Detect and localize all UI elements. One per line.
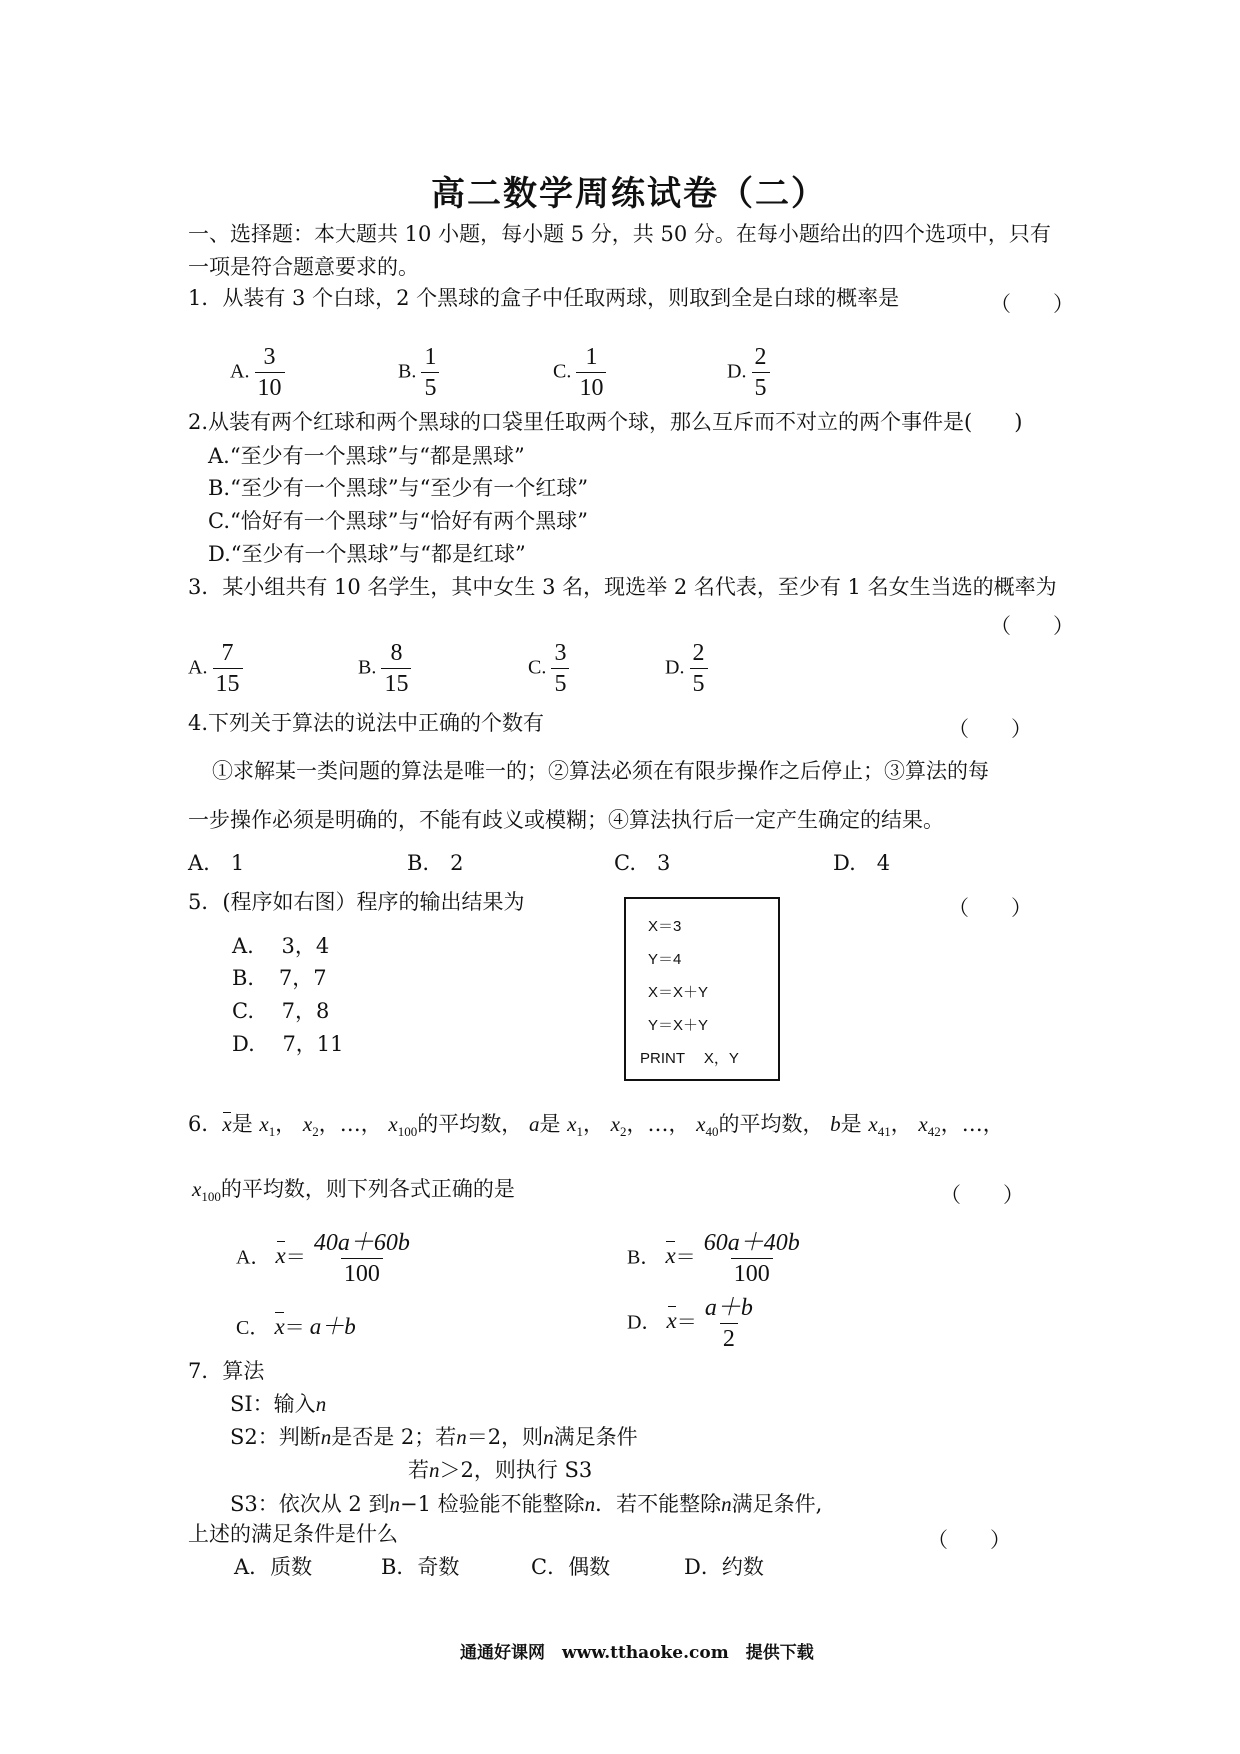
q3-stem: 3．某小组共有 10 名学生，其中女生 3 名，现选举 2 名代表，至少有 1 名女生当选的概率为 [188,575,1057,599]
q4-answer-blank: （ ） [948,717,1032,741]
q3-option-d: D. $\frac{2}{5}$ [665,640,708,698]
q2-option-c: C.“恰好有一个黑球”与“恰好有两个黑球” [208,509,588,533]
q3-answer-blank: （ ） [990,614,1074,638]
q5-answer-blank: （ ） [948,896,1032,920]
q5-option-d: D. 7，11 [232,1032,344,1056]
q1-option-a: A. $\frac{3}{10}$ [230,344,285,402]
q3-option-a: A. $\frac{7}{15}$ [188,640,243,698]
q6-option-c: C． x＝ a＋b [236,1314,356,1339]
section-instruction-line2: 一项是符合题意要求的。 [188,255,419,279]
q1-answer-blank: （ ） [990,292,1074,316]
q4-body-line1: ①求解某一类问题的算法是唯一的；②算法必须在有限步操作之后停止；③算法的每 [212,759,989,783]
q2-option-b: B.“至少有一个黑球”与“至少有一个红球” [208,476,589,500]
q6-answer-blank: （ ） [940,1183,1024,1207]
q2-option-a: A.“至少有一个黑球”与“都是黑球” [208,444,525,468]
q3-option-c: C. $\frac{3}{5}$ [528,640,569,698]
q5-stem: 5．(程序如右图）程序的输出结果为 [188,890,525,914]
q1-option-d: D. $\frac{2}{5}$ [727,344,770,402]
q7-answer-blank: （ ） [927,1528,1011,1552]
q3-option-b: B. $\frac{8}{15}$ [358,640,411,698]
q1-option-c: C. $\frac{1}{10}$ [553,344,606,402]
q2-option-d: D.“至少有一个黑球”与“都是红球” [208,542,526,566]
q6-option-a: A． x＝ $\frac{40a+60b}{100}$ [236,1230,410,1288]
program-line: X＝3 [648,918,682,935]
q4-stem: 4.下列关于算法的说法中正确的个数有 [188,711,545,735]
q4-option-b: B. 2 [407,851,464,875]
footer-source: 通通好课网 www.tthaoke.com 提供下载 [460,1643,814,1663]
q7-step1: SI：输入n [230,1392,327,1416]
q7-step3: S3：依次从 2 到n−1 检验能不能整除n．若不能整除n满足条件, [230,1492,823,1516]
q5-option-b: B． 7，7 [232,966,327,990]
q7-step2: S2：判断n是否是 2；若n＝2，则n满足条件 [230,1425,638,1449]
q7-option-d: D．约数 [684,1555,764,1579]
q7-stem: 7．算法 [188,1359,265,1383]
q5-option-a: A. 3，4 [232,934,330,958]
q1-option-b: B. $\frac{1}{5}$ [398,344,439,402]
q6-option-d: D． x＝ $\frac{a+b}{2}$ [627,1295,753,1353]
q7-step2-else: 若n＞2，则执行 S3 [408,1458,593,1482]
program-line: Y＝4 [648,951,682,968]
q6-stem-line2: $x_{100}$的平均数，则下列各式正确的是 [192,1177,515,1204]
q5-option-c: C. 7，8 [232,999,330,1023]
q7-option-b: B．奇数 [381,1555,460,1579]
program-box [624,897,780,1081]
program-line: Y＝X＋Y [648,1017,709,1034]
section-instruction-line1: 一、选择题：本大题共 10 小题，每小题 5 分，共 50 分。在每小题给出的四个选项中，只有 [188,222,1051,246]
q6-option-b: B． x＝ $\frac{60a+40b}{100}$ [627,1230,800,1288]
program-line: X＝X＋Y [648,984,709,1001]
q4-body-line2: 一步操作必须是明确的，不能有歧义或模糊；④算法执行后一定产生确定的结果。 [188,808,944,832]
q4-option-d: D. 4 [833,851,891,875]
page-title: 高二数学周练试卷（二） [431,174,827,214]
q2-stem: 2.从装有两个红球和两个黑球的口袋里任取两个球，那么互斥而不对立的两个事件是( ) [188,410,1023,434]
program-line: PRINT X，Y [640,1050,739,1067]
q4-option-c: C. 3 [614,851,671,875]
q1-stem: 1．从装有 3 个白球，2 个黑球的盒子中任取两球，则取到全是白球的概率是 [188,286,900,310]
q7-question: 上述的满足条件是什么 [188,1522,398,1546]
q6-stem-line1: 6．x是 $x_1$， $x_2$，…， $x_{100}$的平均数， a是 $x_1$， $x_2$，…， $x_{40}$的平均数， b是 $x_{41}$， $x_{42}$，…， [188,1112,1004,1139]
q4-option-a: A. 1 [188,851,245,875]
q7-option-a: A．质数 [234,1555,313,1579]
q7-option-c: C．偶数 [531,1555,611,1579]
